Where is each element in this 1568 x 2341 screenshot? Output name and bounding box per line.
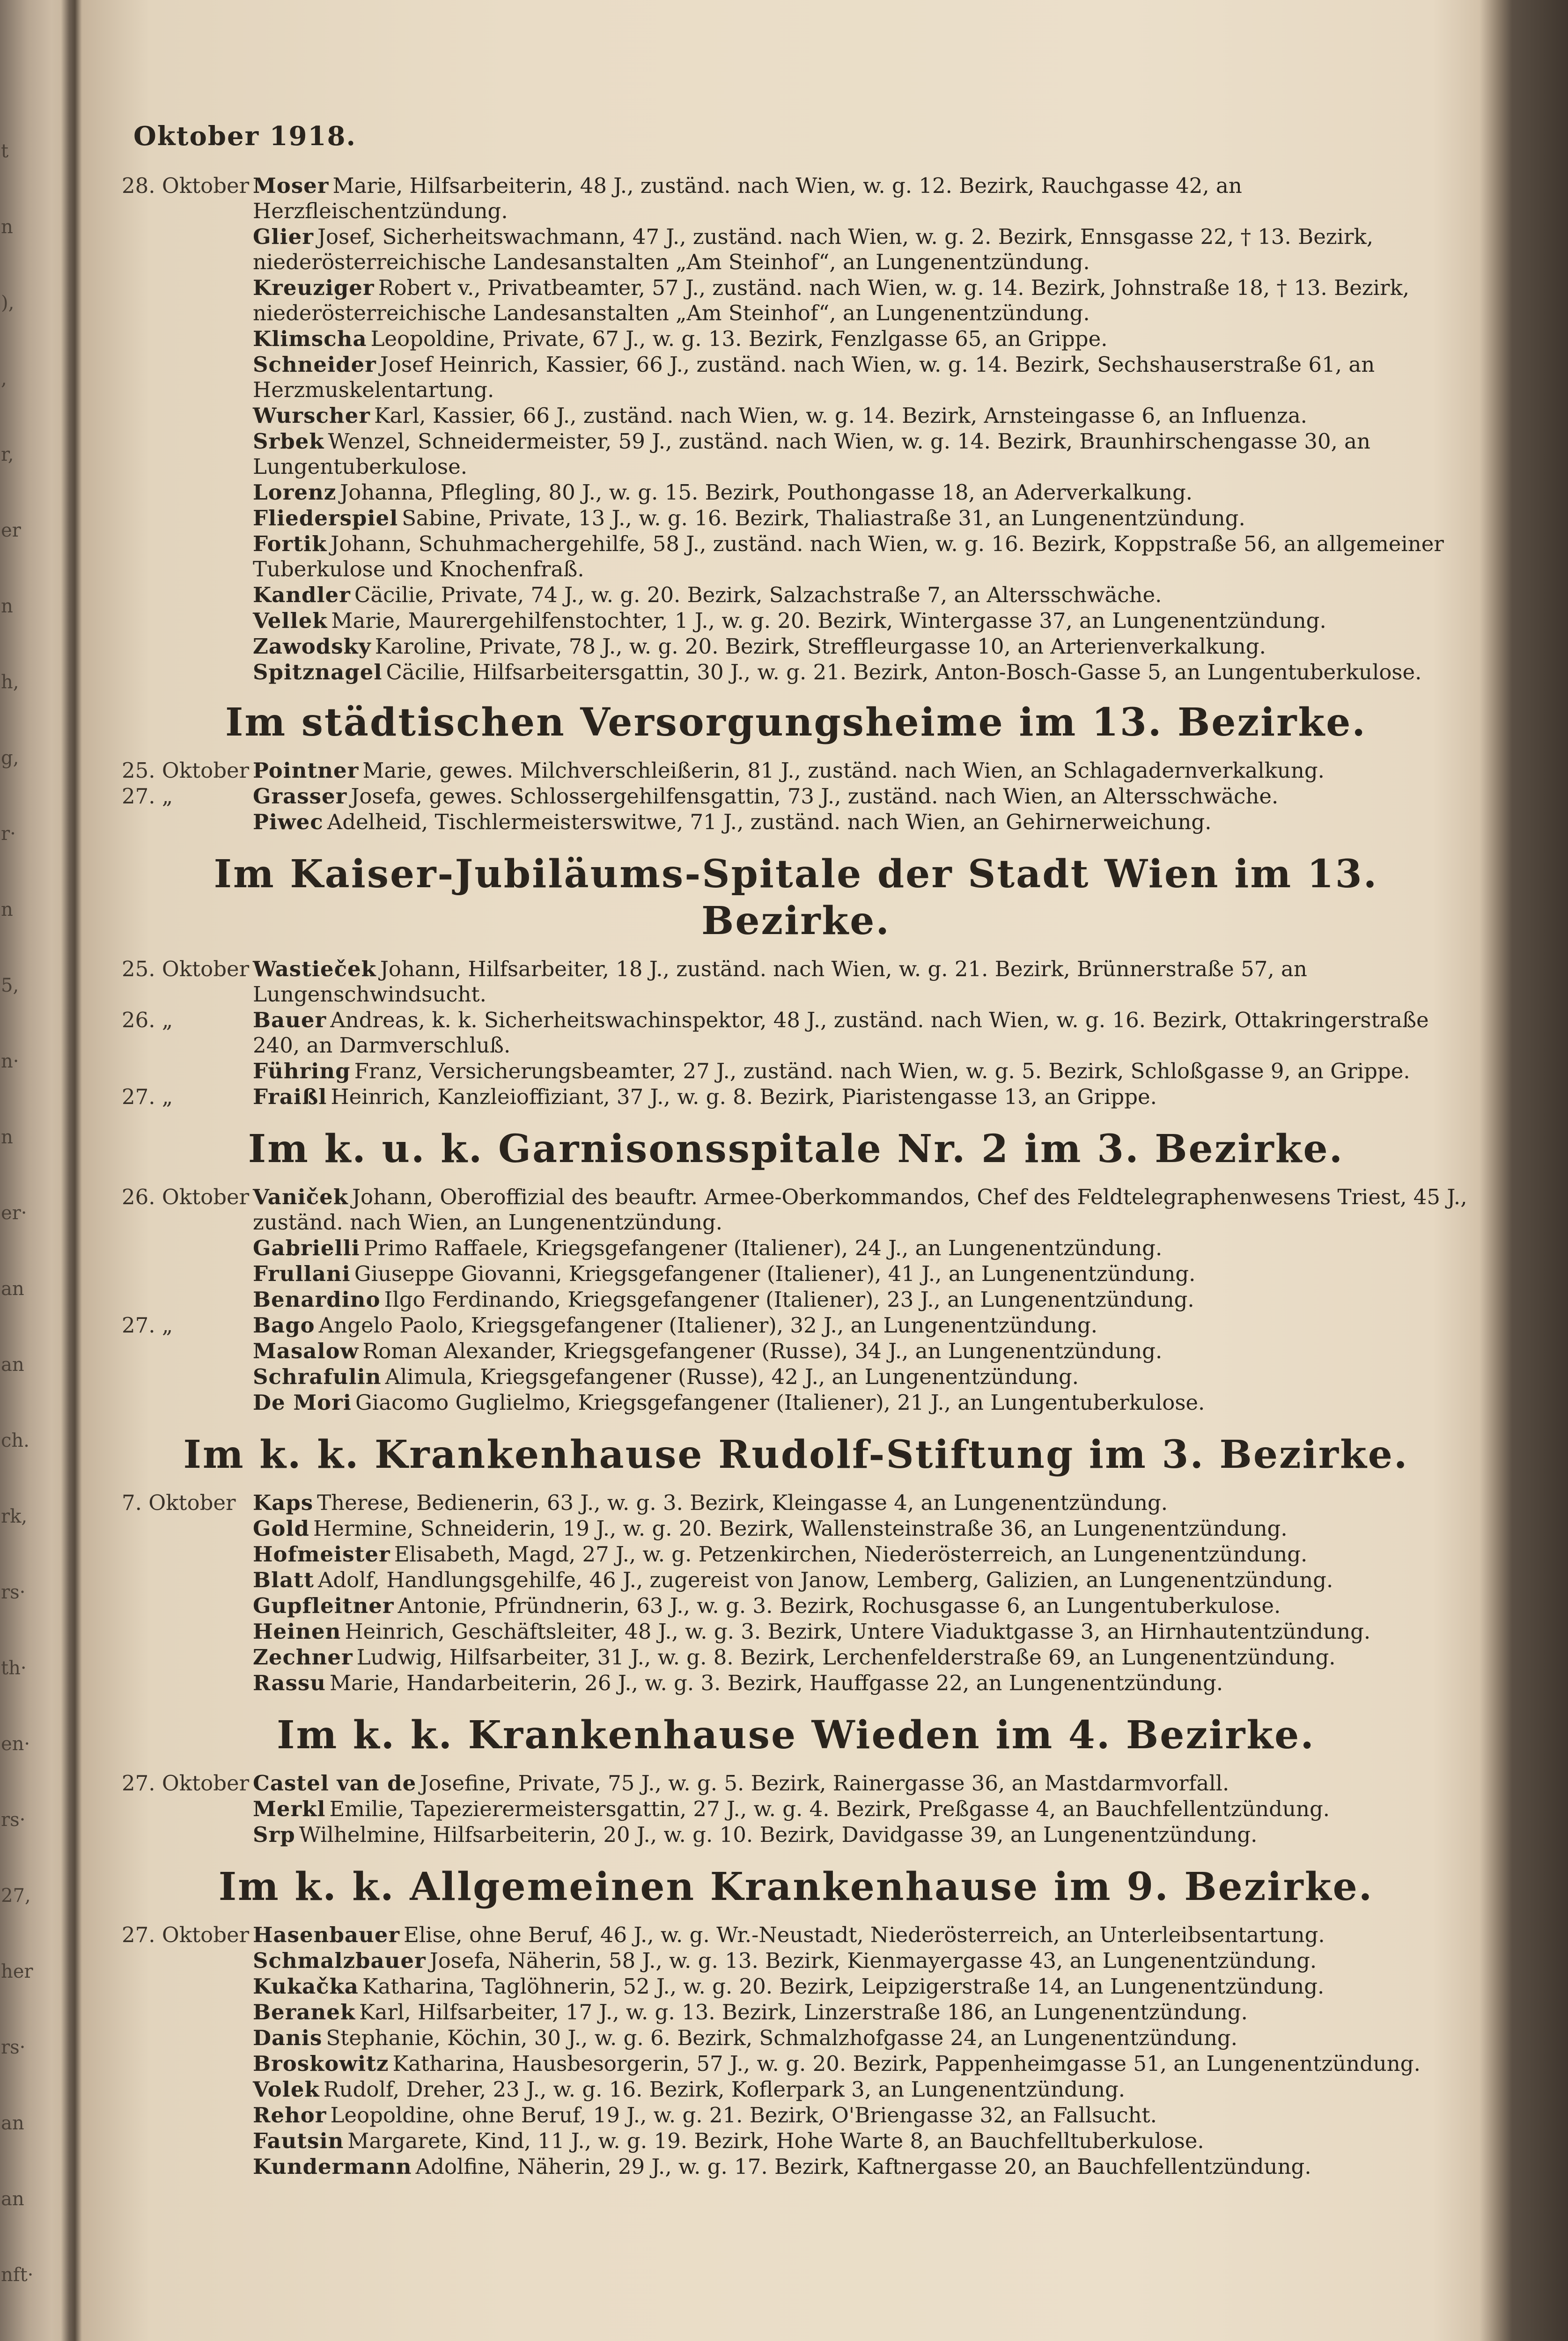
entry-date [122,2154,253,2179]
entry-date: 27. Oktober [122,1922,250,1947]
entry-surname: Merkl [253,1796,326,1821]
entry-date [122,608,253,633]
entry-date [122,810,253,835]
entry-body [253,957,1470,1007]
entry-surname: Frullani [253,1261,351,1286]
entry-body [253,480,1470,505]
entry-body [253,1771,1470,1796]
entry-date [122,1948,253,1973]
entry-date [122,2025,253,2051]
death-record-entry [122,506,1470,531]
entry-details: Leopoldine, Private, 67 J., w. g. 13. Bezirk, Fenzlgasse 65, an Grippe. [370,326,1108,351]
left-margin-fragment: n [1,1126,13,1148]
entry-surname: Piwec [253,810,324,834]
entry-details: Johann, Schuhmachergehilfe, 58 J., zuständ. nach Wien, w. g. 16. Bezirk, Koppstraße 56, an allgemeiner Tuberkulose und Knochenfraß. [253,531,1444,582]
entry-details: Cäcilie, Hilfsarbeitersgattin, 30 J., w. g. 21. Bezirk, Anton-Bosch-Gasse 5, an Lungentuberkulose. [386,660,1422,685]
entry-surname: Blatt [253,1568,314,1592]
section [122,851,1470,1110]
entry-body [253,1516,1470,1541]
entry-date [122,1568,253,1593]
entry-body [253,1822,1470,1848]
entry-details: Heinrich, Kanzleioffiziant, 37 J., w. g. 8. Bezirk, Piaristengasse 13, an Grippe. [331,1084,1157,1109]
section [122,1863,1470,2179]
entry-body [253,1593,1470,1619]
entry-body [253,1008,1470,1058]
entry-surname: Schrafulin [253,1364,382,1389]
entry-body [253,1645,1470,1670]
entry-body [253,506,1470,531]
death-record-entry [122,1948,1470,1973]
entry-date [122,634,253,659]
entry-details: Ludwig, Hilfsarbeiter, 31 J., w. g. 8. Bezirk, Lerchenfelderstraße 69, an Lungenentzündung. [356,1645,1336,1670]
entry-date [122,326,253,352]
entry-details: Heinrich, Geschäftsleiter, 48 J., w. g. 3. Bezirk, Untere Viaduktgasse 3, an Hirnhautentzündung. [345,1619,1371,1644]
entry-details: Marie, gewes. Milchverschleißerin, 81 J., zuständ. nach Wien, an Schlagadernverkalkung. [362,758,1325,783]
entry-date [122,1796,253,1822]
left-margin-fragment: g, [1,747,19,769]
death-record-entry [122,531,1470,582]
section-heading: Im k. k. Krankenhause Wieden im 4. Bezirke. [277,1713,1315,1758]
entry-date: 25. Oktober [122,957,250,981]
entry-date [122,2077,253,2102]
left-margin-fragment: er· [1,1202,27,1224]
entry-body [253,1542,1470,1567]
entry-body [253,403,1470,428]
left-margin-fragment: en· [1,1733,30,1755]
left-margin-fragment: rk, [1,1506,28,1527]
left-margin-fragment: n [1,216,13,238]
entry-details: Therese, Bedienerin, 63 J., w. g. 3. Bezirk, Kleingasse 4, an Lungenentzündung. [317,1490,1168,1515]
entry-details: Karl, Kassier, 66 J., zuständ. nach Wien, w. g. 14. Bezirk, Arnsteingasse 6, an Influenza. [374,403,1307,428]
entry-details: Katharina, Taglöhnerin, 52 J., w. g. 20. Bezirk, Leipzigerstraße 14, an Lungenentzündung. [362,1974,1325,1999]
entry-body [253,1490,1470,1516]
section-heading: Im k. u. k. Garnisonsspitale Nr. 2 im 3. Bezirke. [248,1126,1344,1171]
entry-details: Primo Raffaele, Kriegsgefangener (Italiener), 24 J., an Lungenentzündung. [363,1236,1163,1260]
death-record-entry [122,1542,1470,1567]
entry-details: Leopoldine, ohne Beruf, 19 J., w. g. 21. Bezirk, O'Briengasse 32, an Fallsucht. [330,2103,1157,2128]
entry-body [253,429,1470,479]
entry-surname: Grasser [253,784,347,809]
entry-surname: Bago [253,1313,315,1338]
death-record-entry [122,2103,1470,2128]
entry-details: Marie, Maurergehilfenstochter, 1 J., w. g. 20. Bezirk, Wintergasse 37, an Lungenentzündung. [331,608,1326,633]
entry-body [253,224,1470,275]
entry-body [253,2051,1470,2076]
entry-surname: Fautsin [253,2128,344,2153]
left-margin-fragment: n· [1,1051,19,1072]
entry-date [122,1516,253,1541]
entry-details: Hermine, Schneiderin, 19 J., w. g. 20. Bezirk, Wallensteinstraße 36, an Lungenentzündung. [313,1516,1288,1541]
left-margin-fragment: an [1,2188,24,2210]
entry-surname: Vaniček [253,1185,348,1209]
entry-date [122,1542,253,1567]
entry-body [253,1313,1470,1338]
entry-surname: Kukačka [253,1974,359,1999]
entry-date [122,480,253,505]
left-margin-fragment: n [1,899,13,920]
entry-date [122,1059,253,1084]
entry-date: 26. Oktober [122,1185,250,1209]
entry-body [253,1974,1470,1999]
entry-date [122,275,253,326]
death-record-entry [122,1185,1470,1235]
entry-surname: Masalow [253,1339,359,1363]
entry-date [122,224,253,275]
entry-surname: Beranek [253,2000,356,2024]
death-record-entry [122,1822,1470,1848]
entry-body [253,1236,1470,1261]
entry-body [253,2128,1470,2154]
death-record-entry [122,1261,1470,1287]
death-record-entry [122,810,1470,835]
entry-details: Roman Alexander, Kriegsgefangener (Russe), 34 J., an Lungenentzündung. [362,1339,1163,1363]
death-record-entry [122,2128,1470,2154]
entry-details: Elise, ohne Beruf, 46 J., w. g. Wr.-Neustadt, Niederösterreich, an Unterleibsentartung. [404,1922,1325,1947]
entry-surname: Hofmeister [253,1542,390,1567]
entry-date [122,403,253,428]
entry-date: 25. Oktober [122,758,250,783]
entry-body [253,531,1470,582]
entry-surname: Kandler [253,582,351,607]
death-record-entry [122,1974,1470,1999]
entry-surname: Gabrielli [253,1236,360,1260]
left-margin-fragment: er [1,520,21,541]
entry-date: 27. Oktober [122,1771,250,1796]
entry-body [253,352,1470,403]
entry-surname: Wastieček [253,957,376,981]
entry-details: Johanna, Pflegling, 80 J., w. g. 15. Bezirk, Pouthongasse 18, an Aderverkalkung. [340,480,1193,505]
entry-details: Andreas, k. k. Sicherheitswachinspektor, 48 J., zuständ. nach Wien, w. g. 16. Bezirk, Ottakringerstraße 240, an Darmverschluß. [253,1008,1429,1058]
entry-body [253,326,1470,352]
left-margin-fragment: 5, [1,975,19,996]
entry-date [122,2103,253,2128]
entry-details: Giuseppe Giovanni, Kriegsgefangener (Italiener), 41 J., an Lungenentzündung. [354,1261,1196,1286]
entry-body [253,2025,1470,2051]
entry-date [122,1619,253,1644]
entry-surname: Gupfleitner [253,1593,394,1618]
left-margin-fragment: h, [1,671,19,693]
entry-details: Marie, Handarbeiterin, 26 J., w. g. 3. Bezirk, Hauffgasse 22, an Lungenentzündung. [329,1671,1223,1695]
death-record-entry [122,634,1470,659]
entry-body [253,2103,1470,2128]
entry-surname: Castel van de [253,1771,417,1796]
entries-content [122,173,1470,2180]
entry-details: Margarete, Kind, 11 J., w. g. 19. Bezirk, Hohe Warte 8, an Bauchfelltuberkulose. [347,2128,1204,2153]
death-record-entry [122,173,1470,224]
entry-details: Alimula, Kriegsgefangener (Russe), 42 J., an Lungenentzündung. [385,1364,1079,1389]
death-record-entry [122,1313,1470,1338]
entry-details: Stephanie, Köchin, 30 J., w. g. 6. Bezirk, Schmalzhofgasse 24, an Lungenentzündung. [326,2025,1238,2050]
entry-surname: Volek [253,2077,320,2102]
entry-date: 27. „ [122,784,173,809]
entry-date [122,531,253,582]
section-heading: Im k. k. Krankenhause Rudolf-Stiftung im 3. Bezirke. [183,1432,1409,1477]
section [122,699,1470,835]
death-record-entry [122,224,1470,275]
death-record-entry [122,2154,1470,2179]
entry-date [122,1236,253,1261]
entry-surname: Kreuziger [253,275,375,300]
entry-body [253,1185,1470,1235]
entry-details: Karoline, Private, 78 J., w. g. 20. Bezirk, Streffleurgasse 10, an Arterienverkalkung. [375,634,1266,659]
entry-date: 7. Oktober [122,1490,236,1515]
entry-details: Josef, Sicherheitswachmann, 47 J., zuständ. nach Wien, w. g. 2. Bezirk, Ennsgasse 22, † 13. Bezirk, niederösterreichische Landesanstalten „Am Steinhof“, an Lungenentzündung. [253,224,1374,274]
section-heading: Im k. k. Allgemeinen Krankenhause im 9. Bezirke. [218,1864,1374,1909]
death-record-entry [122,1339,1470,1364]
death-record-entry [122,2000,1470,2025]
entry-date: 26. „ [122,1008,173,1032]
entry-body [253,1390,1470,1415]
entry-date [122,1390,253,1415]
entry-surname: Lorenz [253,480,337,505]
entry-surname: Schmalzbauer [253,1948,426,1973]
entry-details: Angelo Paolo, Kriegsgefangener (Italiener), 32 J., an Lungenentzündung. [318,1313,1098,1338]
section-heading: Im Kaiser-Jubiläums-Spitale der Stadt Wien im 13. Bezirke. [213,852,1378,943]
page-sheet [82,0,1501,2341]
left-margin-fragment: an [1,1354,24,1376]
left-margin-fragment: 27, [1,1885,31,1907]
death-record-entry [122,957,1470,1007]
entry-date [122,1339,253,1364]
entry-body [253,608,1470,633]
entry-details: Cäcilie, Private, 74 J., w. g. 20. Bezirk, Salzachstraße 7, an Altersschwäche. [354,582,1162,607]
entry-surname: Glier [253,224,314,249]
entry-surname: Fliederspiel [253,506,398,530]
death-record-entry [122,480,1470,505]
death-record-entry [122,1364,1470,1390]
entry-body [253,1948,1470,1973]
death-record-entry [122,660,1470,685]
entry-details: Wenzel, Schneidermeister, 59 J., zuständ. nach Wien, w. g. 14. Bezirk, Braunhirschengasse 30, an Lungentuberkulose. [253,429,1370,479]
left-margin-fragment: n [1,596,13,617]
left-margin-fragment: ch. [1,1430,29,1451]
entry-date [122,352,253,403]
entry-details: Karl, Hilfsarbeiter, 17 J., w. g. 13. Bezirk, Linzerstraße 186, an Lungenentzündung. [359,2000,1248,2024]
entry-surname: Fraißl [253,1084,327,1109]
death-record-entry [122,2077,1470,2102]
entry-details: Franz, Versicherungsbeamter, 27 J., zuständ. nach Wien, w. g. 5. Bezirk, Schloßgasse 9, an Grippe. [354,1059,1410,1083]
entry-body [253,173,1470,224]
death-record-entry [122,1593,1470,1619]
entry-date [122,1974,253,1999]
death-record-entry [122,326,1470,352]
entry-surname: Moser [253,173,329,198]
death-record-entry [122,784,1470,809]
left-margin-fragment: , [1,368,7,390]
entry-body [253,634,1470,659]
entry-details: Emilie, Tapezierermeistersgattin, 27 J., w. g. 4. Bezirk, Preßgasse 4, an Bauchfellentzündung. [329,1796,1330,1821]
entry-details: Josefine, Private, 75 J., w. g. 5. Bezirk, Rainergasse 36, an Mastdarmvorfall. [420,1771,1229,1796]
entry-body [253,1922,1470,1948]
entry-surname: Spitznagel [253,660,383,685]
death-record-entry [122,2025,1470,2051]
entry-body [253,2154,1470,2179]
entry-surname: Vellek [253,608,328,633]
section [122,1431,1470,1696]
death-record-entry [122,1771,1470,1796]
death-record-entry [122,1390,1470,1415]
death-record-entry [122,1008,1470,1058]
entry-details: Josefa, gewes. Schlossergehilfensgattin, 73 J., zuständ. nach Wien, an Altersschwäche. [351,784,1279,809]
entry-surname: Zechner [253,1645,353,1670]
entry-details: Johann, Oberoffizial des beauftr. Armee-Oberkommandos, Chef des Feldtelegraphenwesens Triest, 45 J., zuständ. nach Wien, an Lungenentzündung. [253,1185,1467,1235]
death-record-entry [122,582,1470,608]
death-record-entry [122,1796,1470,1822]
entry-surname: Wurscher [253,403,370,428]
entry-details: Wilhelmine, Hilfsarbeiterin, 20 J., w. g. 10. Bezirk, Davidgasse 39, an Lungenentzündung. [299,1822,1258,1847]
section [122,1126,1470,1415]
death-record-entry [122,1922,1470,1948]
entry-date [122,660,253,685]
entry-date [122,1671,253,1696]
entry-body [253,1364,1470,1390]
left-margin-fragment: rs· [1,2037,26,2058]
entry-details: Adolfine, Näherin, 29 J., w. g. 17. Bezirk, Kaftnergasse 20, an Bauchfellentzündung. [415,2154,1311,2179]
entry-surname: Hasenbauer [253,1922,400,1947]
entry-date: 28. Oktober [122,173,250,198]
entry-surname: Pointner [253,758,359,783]
entry-body [253,1261,1470,1287]
entry-surname: De Mori [253,1390,352,1415]
entry-body [253,784,1470,809]
left-margin-fragment: an [1,1278,24,1300]
entry-surname: Rassu [253,1671,326,1695]
death-record-entry [122,1084,1470,1110]
entry-surname: Srp [253,1822,295,1847]
death-record-entry [122,1568,1470,1593]
death-record-entry [122,1236,1470,1261]
entry-date [122,1287,253,1312]
entry-details: Josef Heinrich, Kassier, 66 J., zuständ. nach Wien, w. g. 14. Bezirk, Sechshauserstraße 61, an Herzmuskelentartung. [253,352,1375,402]
entry-body [253,810,1470,835]
left-margin-fragment: ), [1,292,15,314]
entry-surname: Gold [253,1516,310,1541]
left-page-margin-strip [0,0,70,2341]
entry-details: Marie, Hilfsarbeiterin, 48 J., zuständ. nach Wien, w. g. 12. Bezirk, Rauchgasse 42, an Herzfleischentzündung. [253,173,1242,223]
left-margin-fragment: rs· [1,1582,26,1603]
death-record-entry [122,1059,1470,1084]
left-margin-fragment: an [1,2113,24,2134]
entry-details: Adolf, Handlungsgehilfe, 46 J., zugereist von Janow, Lemberg, Galizien, an Lungenentzündung. [317,1568,1333,1592]
death-record-entry [122,403,1470,428]
entry-surname: Srbek [253,429,324,454]
entry-date [122,1822,253,1848]
death-record-entry [122,1671,1470,1696]
entry-date [122,1645,253,1670]
left-margin-fragment: r, [1,444,14,465]
entry-surname: Benardino [253,1287,381,1312]
entry-body [253,660,1470,685]
death-record-entry [122,2051,1470,2076]
entry-date: 27. „ [122,1313,173,1338]
entry-date [122,1364,253,1390]
entry-body [253,1671,1470,1696]
entry-surname: Heinen [253,1619,341,1644]
entry-body [253,275,1470,326]
entry-body [253,1059,1470,1084]
entry-surname: Rehor [253,2103,327,2128]
left-margin-fragment: th· [1,1657,27,1679]
left-margin-fragment: rs· [1,1809,26,1831]
left-margin-fragment: r· [1,823,16,845]
left-margin-fragment: t [1,140,9,162]
entry-details: Katharina, Hausbesorgerin, 57 J., w. g. 20. Bezirk, Pappenheimgasse 51, an Lungenentzündung. [392,2051,1421,2076]
left-margin-fragment: her [1,1961,33,1982]
entry-details: Ilgo Ferdinando, Kriegsgefangener (Italiener), 23 J., an Lungenentzündung. [384,1287,1194,1312]
death-record-entry [122,608,1470,633]
entry-details: Giacomo Guglielmo, Kriegsgefangener (Italiener), 21 J., an Lungentuberkulose. [355,1390,1205,1415]
entry-date [122,582,253,608]
entry-details: Adelheid, Tischlermeisterswitwe, 71 J., zuständ. nach Wien, an Gehirnerweichung. [327,810,1212,834]
entry-details: Josefa, Näherin, 58 J., w. g. 13. Bezirk, Kienmayergasse 43, an Lungenentzündung. [429,1948,1317,1973]
entry-date: 27. „ [122,1084,173,1109]
entry-body [253,1568,1470,1593]
death-record-entry [122,1619,1470,1644]
entry-surname: Danis [253,2025,323,2050]
death-record-entry [122,1287,1470,1312]
entry-surname: Schneider [253,352,376,377]
entry-body [253,1796,1470,1822]
section [122,1712,1470,1848]
death-record-entry [122,275,1470,326]
entry-date [122,2128,253,2154]
section-heading: Im städtischen Versorgungsheime im 13. Bezirke. [225,700,1367,745]
entry-details: Johann, Hilfsarbeiter, 18 J., zuständ. nach Wien, w. g. 21. Bezirk, Brünnerstraße 57, an Lungenschwindsucht. [253,957,1307,1007]
entry-date [122,2000,253,2025]
section [122,173,1470,685]
entry-details: Rudolf, Dreher, 23 J., w. g. 16. Bezirk, Koflerpark 3, an Lungenentzündung. [323,2077,1126,2102]
death-record-entry [122,429,1470,479]
month-header: Oktober 1918. [133,121,356,152]
left-margin-fragment: nft· [1,2264,34,2286]
entry-surname: Fortik [253,531,327,556]
entry-surname: Klimscha [253,326,367,351]
entry-surname: Zawodsky [253,634,371,659]
entry-date [122,2051,253,2076]
entry-body [253,1619,1470,1644]
entry-body [253,2000,1470,2025]
death-record-entry [122,758,1470,783]
entry-surname: Kaps [253,1490,314,1515]
entry-body [253,2077,1470,2102]
entry-details: Elisabeth, Magd, 27 J., w. g. Petzenkirchen, Niederösterreich, an Lungenentzündung. [394,1542,1308,1567]
entry-body [253,582,1470,608]
entry-date [122,429,253,479]
entry-date [122,506,253,531]
entry-date [122,1593,253,1619]
death-record-entry [122,1516,1470,1541]
entry-body [253,1339,1470,1364]
death-record-entry [122,1645,1470,1670]
death-record-entry [122,1490,1470,1516]
entry-body [253,1287,1470,1312]
entry-body [253,758,1470,783]
entry-surname: Kundermann [253,2154,412,2179]
entry-date [122,1261,253,1287]
entry-surname: Führing [253,1059,351,1083]
entry-details: Antonie, Pfründnerin, 63 J., w. g. 3. Bezirk, Rochusgasse 6, an Lungentuberkulose. [398,1593,1281,1618]
entry-surname: Bauer [253,1008,327,1032]
death-record-entry [122,352,1470,403]
entry-details: Robert v., Privatbeamter, 57 J., zuständ. nach Wien, w. g. 14. Bezirk, Johnstraße 18, † 13. Bezirk, niederösterreichische Landesanstalten „Am Steinhof“, an Lungenentzündung. [253,275,1410,325]
entry-details: Sabine, Private, 13 J., w. g. 16. Bezirk, Thaliastraße 31, an Lungenentzündung. [402,506,1245,530]
entry-surname: Broskowitz [253,2051,389,2076]
entry-body [253,1084,1470,1110]
